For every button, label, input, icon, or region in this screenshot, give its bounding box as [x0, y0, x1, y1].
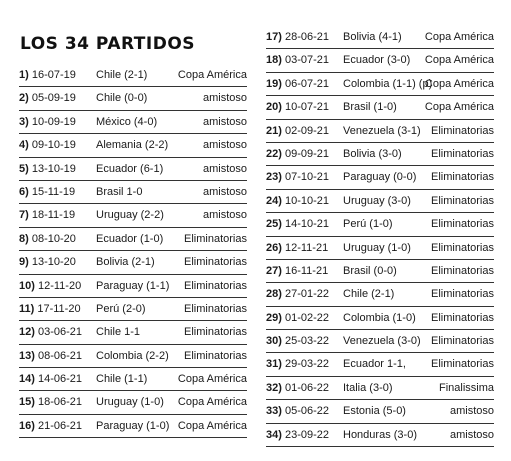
match-date: 16-11-21: [284, 264, 329, 277]
match-date: 14-06-21: [37, 373, 83, 386]
match-number-date: [266, 307, 329, 330]
match-date: 27-01-22: [284, 288, 330, 301]
match-result: Uruguay (1-0): [96, 396, 164, 409]
match-result: Ecuador (1-0): [96, 232, 164, 245]
match-row: [266, 120, 494, 143]
match-number-date: [19, 111, 76, 134]
match-row: [266, 307, 494, 330]
match-row: [19, 134, 247, 157]
match-result: Brasil (1-0): [343, 101, 397, 114]
match-row: [19, 158, 247, 181]
match-row: [19, 181, 247, 204]
match-date: 08-10-20: [31, 232, 76, 245]
match-result: Chile (1-1): [96, 373, 148, 386]
match-number: 20): [266, 101, 282, 114]
match-number-date: [266, 353, 329, 376]
match-number: 28): [266, 288, 282, 301]
match-number-date: [266, 26, 329, 49]
match-number-date: [266, 330, 329, 353]
match-number-date: [19, 321, 82, 344]
match-number: 30): [266, 335, 282, 348]
match-date: 14-10-21: [284, 218, 330, 231]
match-number: 14): [19, 373, 35, 386]
match-number-date: [266, 96, 329, 119]
match-date: 06-07-21: [284, 77, 330, 90]
match-result: Bolivia (3-0): [343, 147, 402, 160]
match-date: 01-02-22: [284, 311, 330, 324]
match-date: 01-06-22: [284, 381, 330, 394]
match-number-date: [266, 283, 329, 306]
match-date: 10-09-19: [31, 115, 76, 128]
match-row: [266, 237, 494, 260]
match-row: [266, 377, 494, 400]
match-competition: Copa América: [424, 101, 494, 114]
match-number-date: [266, 120, 329, 143]
match-result: Colombia (1-1) (p): [343, 77, 433, 90]
match-number-date: [19, 368, 82, 391]
match-date: 03-07-21: [284, 54, 330, 67]
match-result: Paraguay (1-0): [96, 419, 170, 432]
match-row: [19, 275, 247, 298]
match-number-date: [266, 190, 329, 213]
match-competition: Eliminatorias: [431, 241, 494, 254]
match-date: 07-10-21: [284, 171, 330, 184]
match-row: [266, 143, 494, 166]
match-number-date: [266, 166, 329, 189]
matches-column-right: [266, 26, 494, 447]
match-number-date: [266, 213, 329, 236]
match-number: 24): [266, 194, 282, 207]
match-number-date: [266, 73, 329, 96]
match-number-date: [266, 400, 329, 423]
match-result: Ecuador 1-1,: [343, 358, 406, 371]
match-number: 25): [266, 218, 282, 231]
match-number-date: [19, 64, 76, 87]
match-result: México (4-0): [96, 115, 158, 128]
match-result: Chile (2-1): [96, 69, 148, 81]
match-result: Uruguay (1-0): [343, 241, 411, 254]
match-number: 34): [266, 428, 282, 441]
match-competition: Eliminatorias: [431, 124, 494, 137]
match-result: Chile (0-0): [96, 92, 148, 105]
match-number: 12): [19, 326, 35, 339]
match-date: 09-09-21: [284, 147, 330, 160]
match-number: 5): [19, 162, 29, 175]
match-number-date: [19, 345, 82, 368]
match-result: Perú (1-0): [343, 218, 393, 231]
match-result: Alemania (2-2): [96, 139, 169, 152]
match-number: 18): [266, 54, 282, 67]
match-number-date: [19, 158, 76, 181]
match-result: Uruguay (2-2): [96, 209, 164, 222]
match-number: 10): [19, 279, 35, 292]
match-result: Brasil (0-0): [343, 264, 397, 277]
match-row: [19, 228, 247, 251]
match-number: 13): [19, 349, 35, 362]
match-row: [266, 73, 494, 96]
match-date: 03-06-21: [37, 326, 83, 339]
match-number-date: [19, 204, 75, 227]
match-row: [266, 213, 494, 236]
match-number: 26): [266, 241, 282, 254]
match-competition: Eliminatorias: [431, 171, 494, 184]
match-row: [266, 166, 494, 189]
match-row: [266, 400, 494, 423]
match-number-date: [19, 87, 76, 110]
match-number: 21): [266, 124, 282, 137]
match-number: 22): [266, 147, 282, 160]
match-row: [266, 353, 494, 376]
match-date: 17-11-20: [37, 302, 81, 315]
match-date: 12-11-21: [284, 241, 329, 254]
match-result: Venezuela (3-0): [343, 335, 421, 348]
match-row: [19, 204, 247, 227]
match-date: 05-06-22: [284, 405, 330, 418]
match-number-date: [19, 298, 81, 321]
match-row: [266, 96, 494, 119]
match-number: 16): [19, 419, 35, 432]
match-competition: amistoso: [202, 139, 247, 152]
match-row: [19, 251, 247, 274]
match-competition: amistoso: [202, 162, 247, 175]
match-row: [19, 368, 247, 391]
match-result: Estonia (5-0): [343, 405, 406, 418]
match-row: [19, 87, 247, 110]
match-row: [266, 424, 494, 447]
match-date: 28-06-21: [284, 31, 330, 43]
match-date: 12-11-20: [37, 279, 82, 292]
match-date: 23-09-22: [284, 428, 330, 441]
match-result: Chile (2-1): [343, 288, 395, 301]
match-number: 27): [266, 264, 282, 277]
matches-column-left: [19, 64, 247, 438]
match-competition: Copa América: [177, 69, 247, 81]
match-date: 05-09-19: [31, 92, 76, 105]
match-date: 29-03-22: [284, 358, 330, 371]
match-row: [19, 111, 247, 134]
match-number-date: [266, 377, 329, 400]
match-competition: Eliminatorias: [184, 256, 247, 269]
match-result: Paraguay (1-1): [96, 279, 170, 292]
match-result: Ecuador (3-0): [343, 54, 411, 67]
match-number: 29): [266, 311, 282, 324]
match-competition: amistoso: [449, 428, 494, 441]
match-competition: amistoso: [202, 92, 247, 105]
match-competition: Eliminatorias: [431, 218, 494, 231]
match-date: 13-10-20: [31, 256, 76, 269]
match-date: 15-11-19: [31, 185, 76, 198]
match-competition: amistoso: [202, 209, 247, 222]
match-competition: Copa América: [177, 373, 247, 386]
match-number-date: [19, 251, 76, 274]
match-competition: Copa América: [177, 396, 247, 409]
match-competition: Eliminatorias: [431, 335, 494, 348]
match-competition: Eliminatorias: [184, 279, 247, 292]
match-competition: Eliminatorias: [184, 349, 247, 362]
match-number-date: [19, 228, 76, 251]
match-competition: Copa América: [424, 31, 494, 43]
match-date: 10-07-21: [284, 101, 330, 114]
match-competition: Copa América: [177, 419, 247, 432]
match-date: 21-06-21: [37, 419, 83, 432]
match-number-date: [266, 424, 329, 447]
match-result: Colombia (2-2): [96, 349, 169, 362]
match-result: Bolivia (2-1): [96, 256, 155, 269]
match-competition: Eliminatorias: [431, 311, 494, 324]
match-result: Ecuador (6-1): [96, 162, 164, 175]
match-competition: Eliminatorias: [431, 358, 494, 371]
match-row: [266, 190, 494, 213]
match-competition: amistoso: [202, 115, 247, 128]
match-competition: Finalissima: [438, 381, 494, 394]
match-number: 6): [19, 185, 29, 198]
match-competition: Eliminatorias: [184, 302, 247, 315]
match-number-date: [266, 237, 328, 260]
match-competition: Copa América: [424, 77, 494, 90]
match-number: 11): [19, 302, 35, 315]
match-result: Colombia (1-0): [343, 311, 416, 324]
match-competition: Eliminatorias: [431, 264, 494, 277]
match-number: 31): [266, 358, 282, 371]
match-date: 10-10-21: [284, 194, 330, 207]
match-number: 32): [266, 381, 282, 394]
match-competition: amistoso: [202, 185, 247, 198]
match-number: 9): [19, 256, 29, 269]
match-competition: Copa América: [424, 54, 494, 67]
match-result: Italia (3-0): [343, 381, 393, 394]
match-row: [19, 64, 247, 87]
match-row: [266, 49, 494, 72]
match-number: 3): [19, 115, 29, 128]
match-number-date: [19, 181, 75, 204]
match-date: 09-10-19: [31, 139, 76, 152]
match-number-date: [266, 260, 328, 283]
match-row: [19, 391, 247, 414]
match-row: [266, 26, 494, 49]
match-row: [19, 415, 247, 438]
match-date: 18-06-21: [37, 396, 83, 409]
match-result: Brasil 1-0: [96, 185, 143, 198]
match-competition: Eliminatorias: [431, 147, 494, 160]
match-competition: Eliminatorias: [431, 288, 494, 301]
match-row: [266, 330, 494, 353]
match-row: [266, 283, 494, 306]
match-number: 1): [19, 69, 29, 81]
match-number-date: [19, 134, 76, 157]
match-number: 19): [266, 77, 282, 90]
match-date: 18-11-19: [31, 209, 76, 222]
match-number-date: [266, 143, 329, 166]
match-number: 15): [19, 396, 35, 409]
match-number: 23): [266, 171, 282, 184]
match-competition: amistoso: [449, 405, 494, 418]
match-date: 02-09-21: [284, 124, 330, 137]
match-date: 08-06-21: [37, 349, 83, 362]
match-competition: Eliminatorias: [184, 232, 247, 245]
match-number-date: [19, 275, 81, 298]
match-row: [266, 260, 494, 283]
match-number: 8): [19, 232, 29, 245]
match-number: 4): [19, 139, 29, 152]
match-number-date: [19, 391, 82, 414]
match-competition: Eliminatorias: [184, 326, 247, 339]
match-number: 17): [266, 31, 282, 43]
match-result: Uruguay (3-0): [343, 194, 411, 207]
match-number: 33): [266, 405, 282, 418]
match-result: Honduras (3-0): [343, 428, 417, 441]
match-number-date: [266, 49, 329, 72]
match-result: Perú (2-0): [96, 302, 146, 315]
match-number: 7): [19, 209, 29, 222]
match-row: [19, 298, 247, 321]
match-date: 13-10-19: [31, 162, 76, 175]
page-title: LOS 34 PARTIDOS: [20, 34, 196, 54]
match-result: Paraguay (0-0): [343, 171, 417, 184]
match-competition: Eliminatorias: [431, 194, 494, 207]
match-number-date: [19, 415, 82, 438]
match-result: Bolivia (4-1): [343, 31, 402, 43]
match-number: 2): [19, 92, 29, 105]
match-row: [19, 321, 247, 344]
match-result: Venezuela (3-1): [343, 124, 421, 137]
match-date: 16-07-19: [31, 69, 76, 81]
match-row: [19, 345, 247, 368]
match-result: Chile 1-1: [96, 326, 141, 339]
match-date: 25-03-22: [284, 335, 330, 348]
